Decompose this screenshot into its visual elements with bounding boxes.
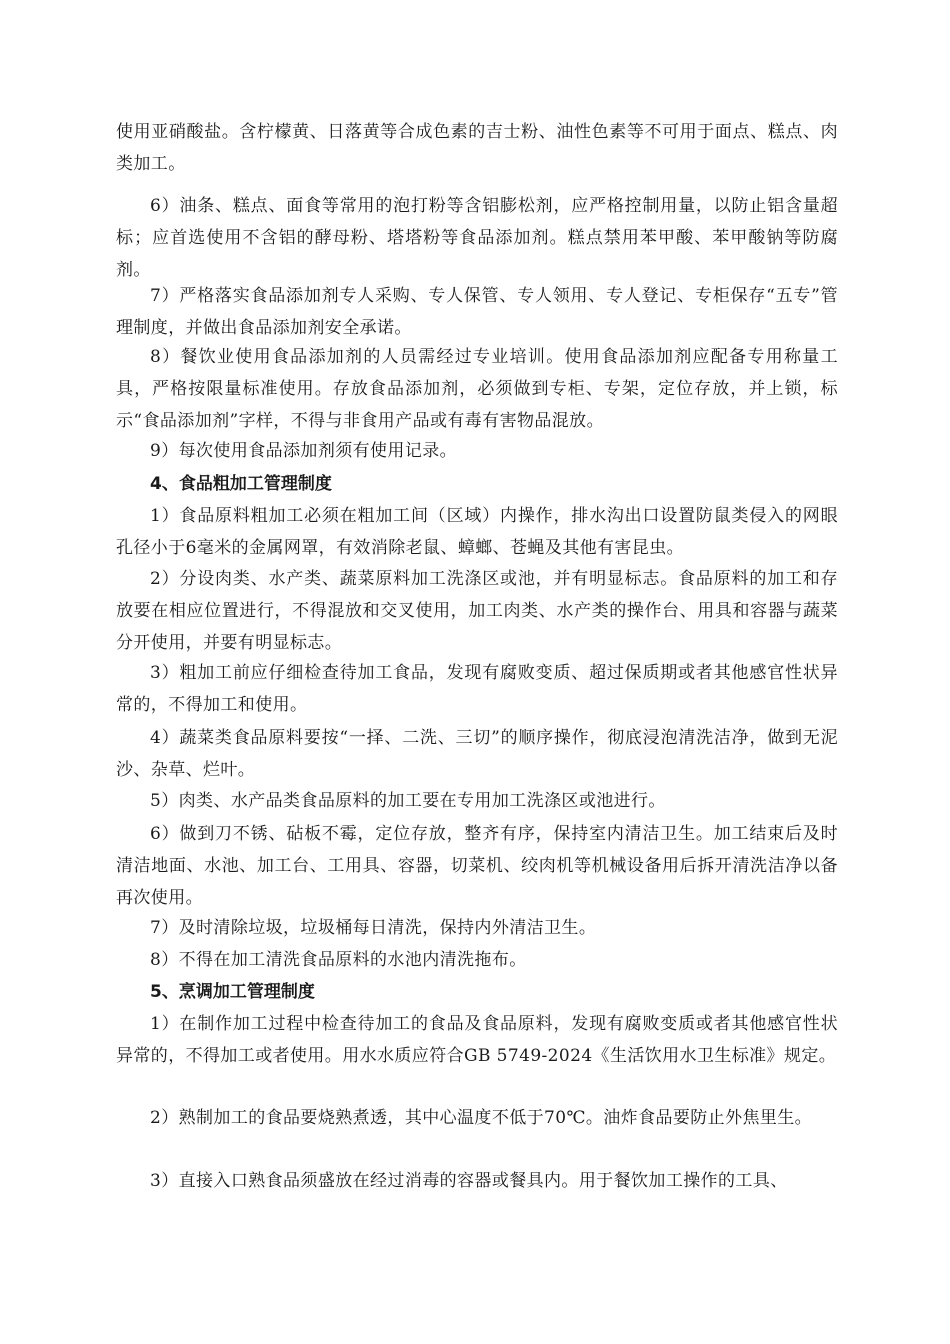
paragraph-11: 6）做到刀不锈、砧板不霉，定位存放，整齐有序，保持室内清洁卫生。加工结束后及时清洁地面、水池、加工台、工用具、容器，切菜机、绞肉机等机械设备用后拆开清洗洁净以备再次使用。 — [116, 824, 838, 908]
paragraph-16: 2）熟制加工的食品要烧熟煮透，其中心温度不低于70℃。油炸食品要防止外焦里生。 — [150, 1108, 813, 1128]
paragraph-13: 8）不得在加工清洗食品原料的水池内清洗拖布。 — [150, 950, 527, 970]
paragraph-0: 使用亚硝酸盐。含柠檬黄、日落黄等合成色素的吉士粉、油性色素等不可用于面点、糕点、肉类加工。 — [116, 122, 838, 174]
paragraph-7: 2）分设肉类、水产类、蔬菜原料加工洗涤区或池，并有明显标志。食品原料的加工和存放要在相应位置进行，不得混放和交叉使用，加工肉类、水产类的操作台、用具和容器与蔬菜分开使用，并要有明显标志。 — [116, 569, 838, 653]
paragraph-17: 3）直接入口熟食品须盛放在经过消毒的容器或餐具内。用于餐饮加工操作的工具、 — [150, 1171, 788, 1191]
paragraph-15: 1）在制作加工过程中检查待加工的食品及食品原料，发现有腐败变质或者其他感官性状异常的，不得加工或者使用。用水水质应符合GB 5749-2024《生活饮用水卫生标准》规定。 — [116, 1014, 838, 1066]
paragraph-2: 7）严格落实食品添加剂专人采购、专人保管、专人领用、专人登记、专柜保存“五专”管理制度，并做出食品添加剂安全承诺。 — [116, 286, 838, 338]
paragraph-10: 5）肉类、水产品类食品原料的加工要在专用加工洗涤区或池进行。 — [150, 791, 666, 811]
paragraph-8: 3）粗加工前应仔细检查待加工食品，发现有腐败变质、超过保质期或者其他感官性状异常的，不得加工和使用。 — [116, 663, 838, 715]
paragraph-1: 6）油条、糕点、面食等常用的泡打粉等含铝膨松剂，应严格控制用量，以防止铝含量超标；应首选使用不含铝的酵母粉、塔塔粉等食品添加剂。糕点禁用苯甲酸、苯甲酸钠等防腐剂。 — [116, 196, 838, 280]
paragraph-6: 1）食品原料粗加工必须在粗加工间（区域）内操作，排水沟出口设置防鼠类侵入的网眼孔径小于6毫米的金属网罩，有效消除老鼠、蟑螂、苍蝇及其他有害昆虫。 — [116, 506, 838, 558]
section-heading-4: 4、食品粗加工管理制度 — [150, 474, 332, 494]
section-heading-5: 5、烹调加工管理制度 — [150, 982, 315, 1002]
paragraph-12: 7）及时清除垃圾，垃圾桶每日清洗，保持内外清洁卫生。 — [150, 918, 597, 938]
paragraph-9: 4）蔬菜类食品原料要按“一择、二洗、三切”的顺序操作，彻底浸泡清洗洁净，做到无泥沙、杂草、烂叶。 — [116, 728, 838, 780]
paragraph-3: 8）餐饮业使用食品添加剂的人员需经过专业培训。使用食品添加剂应配备专用称量工具，严格按限量标准使用。存放食品添加剂，必须做到专柜、专架，定位存放，并上锁，标示“食品添加剂”字样，不得与非食用产品或有毒有害物品混放。 — [116, 347, 838, 431]
paragraph-4: 9）每次使用食品添加剂须有使用记录。 — [150, 441, 458, 461]
